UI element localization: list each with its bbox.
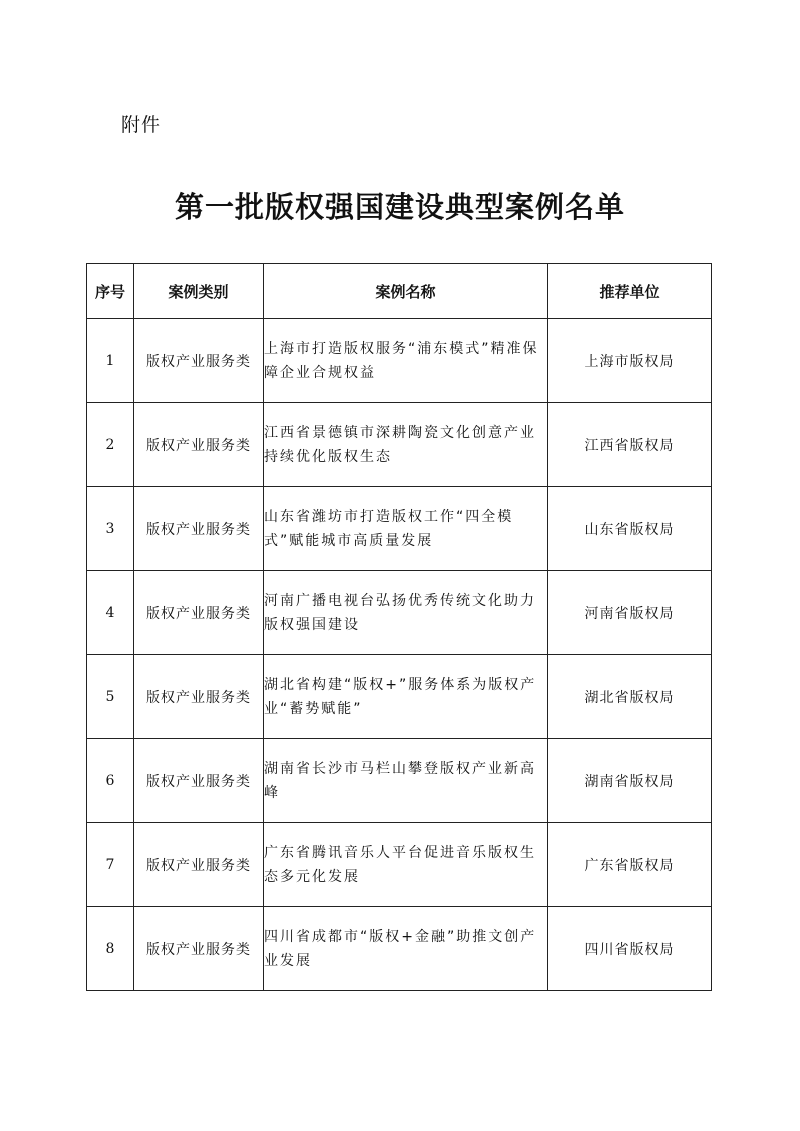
row-no: 2 <box>87 403 134 487</box>
case-list-table <box>86 263 712 991</box>
row-no: 7 <box>87 823 134 907</box>
row-no: 4 <box>87 571 134 655</box>
row-category: 版权产业服务类 <box>134 403 264 487</box>
table-row <box>87 571 712 655</box>
row-case-name: 上海市打造版权服务“浦东模式”精准保障企业合规权益 <box>264 319 548 403</box>
row-unit: 上海市版权局 <box>548 319 712 403</box>
row-category: 版权产业服务类 <box>134 571 264 655</box>
document-title: 第一批版权强国建设典型案例名单 <box>174 190 625 224</box>
table-row <box>87 655 712 739</box>
row-case-name: 山东省潍坊市打造版权工作“四全模式”赋能城市高质量发展 <box>264 487 548 571</box>
table-row <box>87 907 712 991</box>
header-name: 案例名称 <box>264 264 548 319</box>
row-case-name: 广东省腾讯音乐人平台促进音乐版权生态多元化发展 <box>264 823 548 907</box>
row-category: 版权产业服务类 <box>134 739 264 823</box>
row-category: 版权产业服务类 <box>134 907 264 991</box>
table-row <box>87 823 712 907</box>
table-row <box>87 739 712 823</box>
row-category: 版权产业服务类 <box>134 487 264 571</box>
table-row <box>87 403 712 487</box>
row-unit: 江西省版权局 <box>548 403 712 487</box>
table-row <box>87 319 712 403</box>
table-header-row <box>87 264 712 319</box>
row-category: 版权产业服务类 <box>134 655 264 739</box>
row-case-name: 湖北省构建“版权+”服务体系为版权产业“蓄势赋能” <box>264 655 548 739</box>
row-unit: 湖南省版权局 <box>548 739 712 823</box>
row-case-name: 江西省景德镇市深耕陶瓷文化创意产业持续优化版权生态 <box>264 403 548 487</box>
row-unit: 山东省版权局 <box>548 487 712 571</box>
header-category: 案例类别 <box>134 264 264 319</box>
row-category: 版权产业服务类 <box>134 823 264 907</box>
row-case-name: 河南广播电视台弘扬优秀传统文化助力版权强国建设 <box>264 571 548 655</box>
row-no: 8 <box>87 907 134 991</box>
row-no: 1 <box>87 319 134 403</box>
row-no: 5 <box>87 655 134 739</box>
table-row <box>87 487 712 571</box>
row-unit: 湖北省版权局 <box>548 655 712 739</box>
row-case-name: 湖南省长沙市马栏山攀登版权产业新高峰 <box>264 739 548 823</box>
row-no: 3 <box>87 487 134 571</box>
row-unit: 广东省版权局 <box>548 823 712 907</box>
row-no: 6 <box>87 739 134 823</box>
header-unit: 推荐单位 <box>548 264 712 319</box>
row-category: 版权产业服务类 <box>134 319 264 403</box>
header-no: 序号 <box>87 264 134 319</box>
row-case-name: 四川省成都市“版权+金融”助推文创产业发展 <box>264 907 548 991</box>
row-unit: 河南省版权局 <box>548 571 712 655</box>
attachment-label: 附件 <box>121 114 162 136</box>
row-unit: 四川省版权局 <box>548 907 712 991</box>
